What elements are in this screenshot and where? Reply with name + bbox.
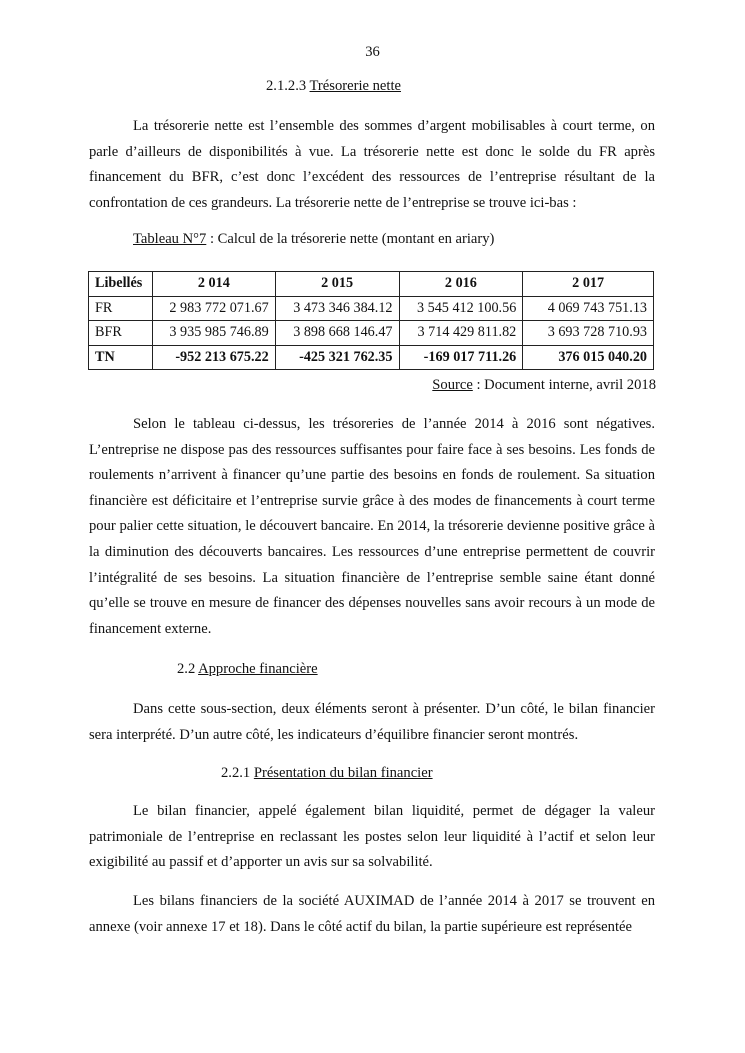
table-cell: -952 213 675.22 xyxy=(152,345,275,370)
table-cell-label: FR xyxy=(89,296,153,321)
table-cell: 4 069 743 751.13 xyxy=(523,296,654,321)
table-header-row xyxy=(89,272,654,297)
table-row xyxy=(89,296,654,321)
table-caption-text: : Calcul de la trésorerie nette (montant en ariary) xyxy=(206,231,495,247)
table-cell: 3 898 668 146.47 xyxy=(275,321,399,346)
table-header: 2 014 xyxy=(152,272,275,297)
section-title: Approche financière xyxy=(198,661,318,677)
source-label: Source xyxy=(432,377,473,393)
paragraph-bilan-annexe: Les bilans financiers de la société AUXIMAD de l’année 2014 à 2017 se trouvent en annexe (voir annexe 17 et 18). Dans le côté actif du bilan, la partie supérieure est représentée xyxy=(89,893,655,935)
table-cell-label: TN xyxy=(89,345,153,370)
paragraph-bilan-definition: Le bilan financier, appelé également bilan liquidité, permet de dégager la valeur patrimoniale de l’entreprise en reclassant les postes selon leur liquidité à l’actif et selon leur exigibilité au passif et d’apporter un avis sur sa solvabilité. xyxy=(89,803,655,871)
table-header: Libellés xyxy=(89,272,153,297)
table-cell: 3 935 985 746.89 xyxy=(152,321,275,346)
section-heading-2-2 xyxy=(177,661,318,678)
paragraph-tresorerie-definition: La trésorerie nette est l’ensemble des sommes d’argent mobilisables à court terme, on parle d’ailleurs de disponibilités à vue. La trésorerie nette est donc le solde du FR après financement du BFR, c’est donc l’excédent des ressources de l’entreprise résultant de la confrontation de ces grandeurs. La trésorerie nette de l’entreprise se trouve ici-bas : xyxy=(89,118,655,211)
table-cell: -425 321 762.35 xyxy=(275,345,399,370)
table-row xyxy=(89,321,654,346)
paragraph-subsection-intro: Dans cette sous-section, deux éléments seront à présenter. D’un côté, le bilan financier sera interprété. D’un autre côté, les indicateurs d’équilibre financier seront montrés. xyxy=(89,701,655,743)
section-heading-2-2-1 xyxy=(221,765,433,782)
table-header: 2 015 xyxy=(275,272,399,297)
tresorerie-table xyxy=(88,271,654,370)
table-caption-label: Tableau N°7 xyxy=(133,231,207,247)
source-text: : Document interne, avril 2018 xyxy=(472,377,656,393)
table-header: 2 017 xyxy=(523,272,654,297)
section-number: 2.1.2.3 xyxy=(266,78,307,94)
section-title: Trésorerie nette xyxy=(309,78,401,94)
table-row-total xyxy=(89,345,654,370)
paragraph-table-analysis: Selon le tableau ci-dessus, les trésoreries de l’année 2014 à 2016 sont négatives. L’entreprise ne dispose pas des ressources suffisantes pour faire face à ses besoins. Les fonds de roulements n’arrivent à financer qu’une partie des besoins en fonds de roulement. Sa situation financière est déficitaire et l’entreprise survie grâce à des modes de financements à court terme pour palier cette situation, le découvert bancaire. En 2014, la trésorerie devienne positive grâce à la diminution des découverts bancaires. Les ressources d’une entreprise permettent de couvrir l’intégralité de ses besoins. La situation financière de l’entreprise semble saine étant donné qu’elle se trouve en mesure de financer des dépenses nouvelles sans avoir recours à un mode de financement externe. xyxy=(89,416,655,637)
table-cell: 2 983 772 071.67 xyxy=(152,296,275,321)
section-number: 2.2 xyxy=(177,661,196,677)
table-caption xyxy=(133,231,494,248)
section-number: 2.2.1 xyxy=(221,765,251,781)
section-heading-2-1-2-3 xyxy=(266,78,401,95)
page-number: 36 xyxy=(365,44,380,60)
table-cell: 3 545 412 100.56 xyxy=(399,296,523,321)
section-title: Présentation du bilan financier xyxy=(253,765,433,781)
table-cell-label: BFR xyxy=(89,321,153,346)
table-cell: 376 015 040.20 xyxy=(523,345,654,370)
table-cell: 3 714 429 811.82 xyxy=(399,321,523,346)
table-header: 2 016 xyxy=(399,272,523,297)
table-cell: -169 017 711.26 xyxy=(399,345,523,370)
table-cell: 3 693 728 710.93 xyxy=(523,321,654,346)
table-source xyxy=(432,377,656,394)
table-cell: 3 473 346 384.12 xyxy=(275,296,399,321)
